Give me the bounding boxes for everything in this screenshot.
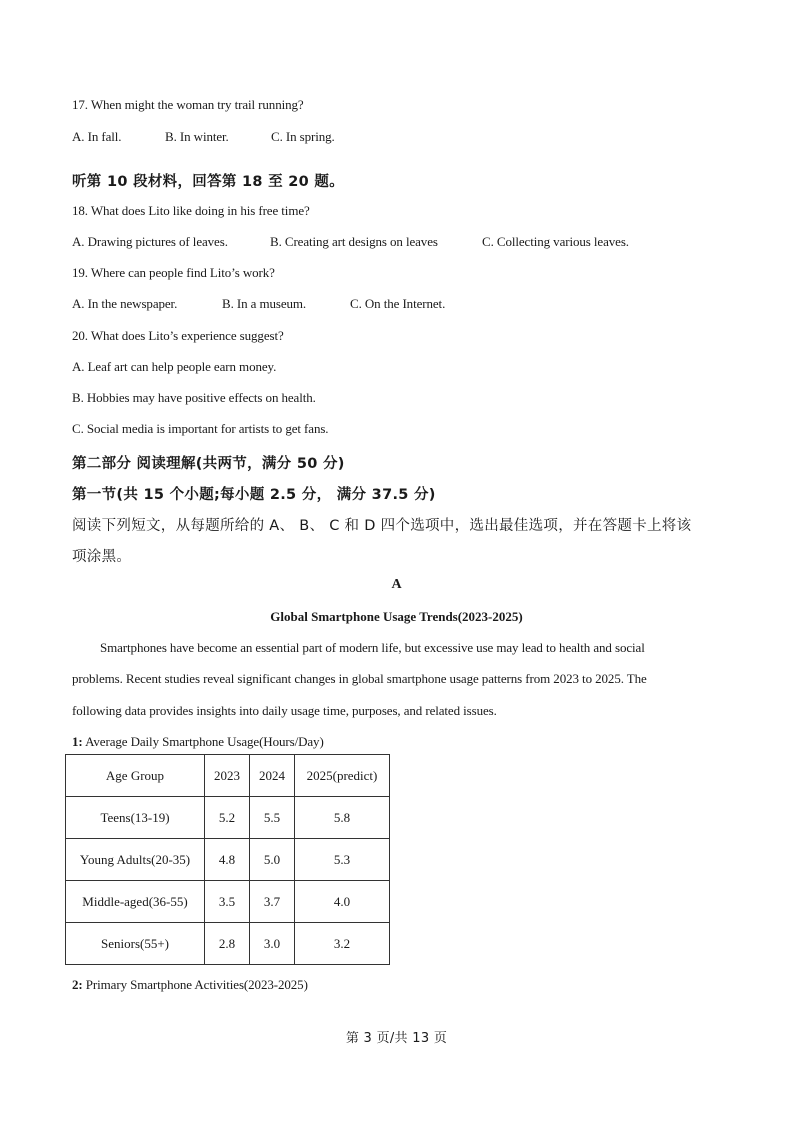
cell-2024: 5.5 <box>250 797 295 839</box>
table-1-label <box>72 734 324 750</box>
option-a: A. In fall. <box>72 129 122 144</box>
table-row <box>66 797 390 839</box>
cell-2025: 3.2 <box>295 923 390 965</box>
question-20-option-c: C. Social media is important for artists to get fans. <box>72 421 329 436</box>
question-17: 17. When might the woman try trail running? <box>72 97 304 112</box>
cell-2024: 3.7 <box>250 881 295 923</box>
option-b: B. In winter. <box>165 129 229 144</box>
passage-title: Global Smartphone Usage Trends(2023-2025) <box>270 609 523 624</box>
table-2-caption: Primary Smartphone Activities(2023-2025) <box>82 977 308 992</box>
instructions-line-2: 项涂黑。 <box>72 549 132 565</box>
question-19: 19. Where can people find Lito’s work? <box>72 265 275 280</box>
cell-2024: 5.0 <box>250 839 295 881</box>
part-2-heading: 第二部分 阅读理解(共两节，满分 50 分) <box>72 456 345 472</box>
header-2023: 2023 <box>205 755 250 797</box>
cell-2023: 5.2 <box>205 797 250 839</box>
cell-age-group: Seniors(55+) <box>66 923 205 965</box>
table-row <box>66 839 390 881</box>
option-c: C. Collecting various leaves. <box>482 234 629 249</box>
page-footer: 第 3 页/共 13 页 <box>345 1031 448 1046</box>
passage-line-2: problems. Recent studies reveal significant changes in global smartphone usage patterns from 2023 to 2025. The <box>72 671 647 686</box>
cell-age-group: Young Adults(20-35) <box>66 839 205 881</box>
section-1-heading: 第一节(共 15 个小题;每小题 2.5 分， 满分 37.5 分) <box>72 487 436 503</box>
table-header-row <box>66 755 390 797</box>
cell-2025: 4.0 <box>295 881 390 923</box>
option-c: C. In spring. <box>271 129 335 144</box>
option-c: C. On the Internet. <box>350 296 446 311</box>
table-2-label <box>72 977 308 993</box>
table-1-number: 1: <box>72 734 83 749</box>
passage-line-3: following data provides insights into daily usage time, purposes, and related issues. <box>72 703 497 718</box>
cell-2025: 5.8 <box>295 797 390 839</box>
cell-2023: 3.5 <box>205 881 250 923</box>
option-a: A. Drawing pictures of leaves. <box>72 234 228 249</box>
option-b: B. In a museum. <box>222 296 307 311</box>
question-20-option-b: B. Hobbies may have positive effects on health. <box>72 390 316 405</box>
header-2025: 2025(predict) <box>295 755 390 797</box>
question-20-option-a: A. Leaf art can help people earn money. <box>72 359 277 374</box>
cell-2024: 3.0 <box>250 923 295 965</box>
cell-2023: 2.8 <box>205 923 250 965</box>
header-age-group: Age Group <box>66 755 205 797</box>
table-row <box>66 881 390 923</box>
question-20: 20. What does Lito’s experience suggest? <box>72 328 284 343</box>
cell-2023: 4.8 <box>205 839 250 881</box>
passage-line-1: Smartphones have become an essential part of modern life, but excessive use may lead to health and social <box>100 640 645 655</box>
option-b: B. Creating art designs on leaves <box>270 234 438 249</box>
header-2024: 2024 <box>250 755 295 797</box>
question-18: 18. What does Lito like doing in his free time? <box>72 203 310 218</box>
table-2-number: 2: <box>72 977 83 992</box>
cell-age-group: Middle-aged(36-55) <box>66 881 205 923</box>
passage-letter: A <box>391 577 402 592</box>
option-a: A. In the newspaper. <box>72 296 178 311</box>
table-1-caption: Average Daily Smartphone Usage(Hours/Day) <box>82 734 324 749</box>
section-10-heading: 听第 10 段材料，回答第 18 至 20 题。 <box>72 174 345 190</box>
table-row <box>66 923 390 965</box>
cell-2025: 5.3 <box>295 839 390 881</box>
usage-table <box>65 754 390 965</box>
cell-age-group: Teens(13-19) <box>66 797 205 839</box>
instructions-line-1: 阅读下列短文，从每题所给的 A、 B、 C 和 D 四个选项中，选出最佳选项，并在答题卡上将该 <box>72 518 692 534</box>
